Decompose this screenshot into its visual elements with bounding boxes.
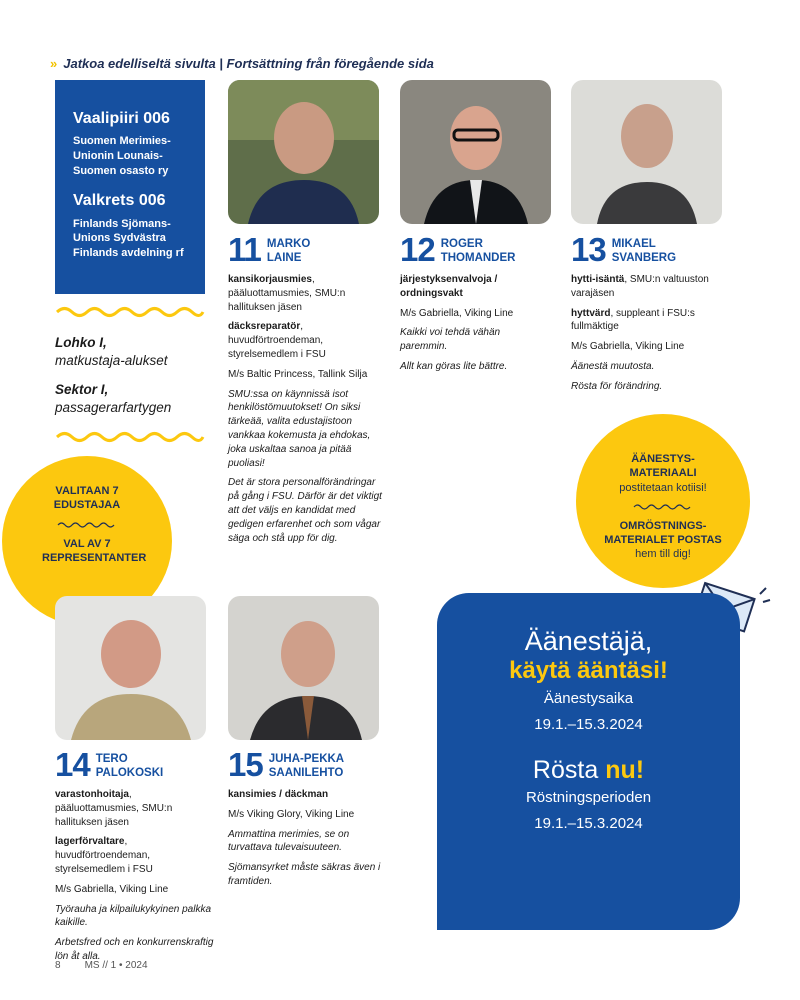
candidate-15: 15 JUHA-PEKKA SAANILEHTO kansimies / däckman M/s Viking Glory, Viking Line Ammattina merimies, se on turvattava tulevaisuuteen. Sjömansyrket måste säkras även i framtiden. [228,750,393,895]
district-title-fi: Vaalipiiri 006 [73,110,170,127]
candidate-quote-fi: Kaikki voi tehdä vähän paremmin. [400,327,501,353]
candidate-quote-sv: Sjömansyrket måste säkras även i framtiden. [228,862,381,888]
candidate-ship: M/s Baltic Princess, Tallink Silja [228,368,368,380]
candidate-quote-sv: Arbetsfred och en konkurrenskraftig lön åt alla. [55,937,214,962]
candidate-13: 13 MIKAEL SVANBERG hytti-isäntä, SMU:n valtuuston varajäsen hyttvärd, suppleant i FSU:s fullmäktige M/s Gabriella, Viking Line Äänestä muutosta. Rösta för förändring. [571,235,731,400]
publication-label: MS // 1 • 2024 [84,960,148,971]
representatives-badge: VALITAAN 7 EDUSTAJAA VAL AV 7 REPRESENTANTER [2,456,172,626]
candidate-11: 11 MARKO LAINE kansikorjausmies, pääluottamusmies, SMU:n hallituksen jäsen däcksreparatör, huvudförtroendeman, styrelsemedlem i FSU M/s Baltic Princess, Tallink Silja SMU:ssa on käynnissä isot henkilöstömuutokset! On siksi tärkeää, valita edustajistoon vankkaa kokemusta ja ehdokas, joka uskaltaa sanoa ja pitää puoliasi! Det är stora personalförändringar på gång i FSU. Därför är det viktigt att det väljs en kandidat med gedigen erfarenhet och som vågar säga och stå upp för dig. [228,235,388,551]
candidate-quote-fi: Työrauha ja kilpailukykyinen palkka kaikille. [55,903,212,929]
candidate-number: 12 [400,231,435,268]
candidate-quote-fi: Äänestä muutosta. [571,361,655,373]
candidate-14: 14 TERO PALOKOSKI varastonhoitaja, pääluottamusmies, SMU:n hallituksen jäsen lagerförvaltare, huvudförtroendeman, styrelsemedlem i FSU M/s Gabriella, Viking Line Työrauha ja kilpailukykyinen palkka kaikille. Arbetsfred och en konkurrenskraftig lön åt alla. [55,746,214,962]
double-chevron-icon: » [50,56,56,71]
candidate-12: 12 ROGER THOMANDER järjestyksenvalvoja / ordningsvakt M/s Gabriella, Viking Line Kaikki voi tehdä vähän paremmin. Allt kan göras lite bättre. [400,235,550,380]
sector-sv: Sektor I, passagerarfartygen [55,382,172,415]
candidate-quote-sv: Rösta för förändring. [571,380,663,392]
page-footer [55,960,148,971]
candidate-number: 13 [571,231,606,268]
district-title-sv: Valkrets 006 [73,192,166,210]
candidate-name: TERO PALOKOSKI [95,753,164,780]
wave-icon [57,521,117,529]
continued-note: » Jatkoa edelliseltä sivulta | Fortsättning från föregående sida [50,56,434,71]
photo-mikael-svanberg [571,80,722,224]
candidate-quote-fi: Ammattina merimies, se on turvattava tulevaisuuteen. [228,828,350,854]
candidate-number: 11 [228,231,261,268]
sector-fi: Lohko I, matkustaja-alukset [55,335,168,368]
vote-callout-box: Äänestäjä, käytä ääntäsi! Äänestysaika 19.1.–15.3.2024 Rösta nu! Röstningsperioden 19.1.–15.3.2024 [437,593,740,930]
yellow-wave-divider [55,305,205,319]
candidate-name: JUHA-PEKKA SAANILEHTO [268,753,345,780]
photo-roger-thomander [400,80,551,224]
candidate-ship: M/s Gabriella, Viking Line [400,307,514,319]
candidate-ship: M/s Gabriella, Viking Line [55,883,169,895]
district-box [55,80,205,294]
photo-marko-laine [228,80,379,224]
candidate-quote-fi: SMU:ssa on käynnissä isot henkilöstömuutokset! On siksi tärkeää, valita edustajistoon vankkaa kokemusta ja ehdokas, joka uskaltaa sanoa ja pitää puoliasi! [228,388,371,469]
candidate-number: 15 [228,746,263,783]
mail-badge: ÄÄNESTYS-MATERIAALI postitetaan kotiisi! OMRÖSTNINGS-MATERIALET POSTAS hem till dig! [576,414,750,588]
candidate-name: MARKO LAINE [266,238,311,265]
candidate-quote-sv: Allt kan göras lite bättre. [400,361,508,373]
yellow-wave-divider [55,430,205,444]
candidate-number: 14 [55,746,90,783]
candidate-name: MIKAEL SVANBERG [611,238,677,265]
candidate-ship: M/s Viking Glory, Viking Line [228,808,355,820]
district-desc-fi: Suomen Merimies-Unionin Lounais-Suomen osasto ry [73,135,171,177]
candidate-quote-sv: Det är stora personalförändringar på gång i FSU. Därför är det viktigt att det väljs en kandidat med gedigen erfarenhet och som vågar säga och stå upp för dig. [228,477,382,544]
page-number: 8 [55,960,61,971]
candidate-ship: M/s Gabriella, Viking Line [571,341,685,353]
district-desc-sv: Finlands Sjömans-Unions Sydvästra Finlands avdelning rf [73,217,184,259]
candidate-name: ROGER THOMANDER [440,238,516,265]
photo-tero-palokoski [55,596,206,740]
photo-juha-pekka-saanilehto [228,596,379,740]
wave-icon [633,503,693,511]
